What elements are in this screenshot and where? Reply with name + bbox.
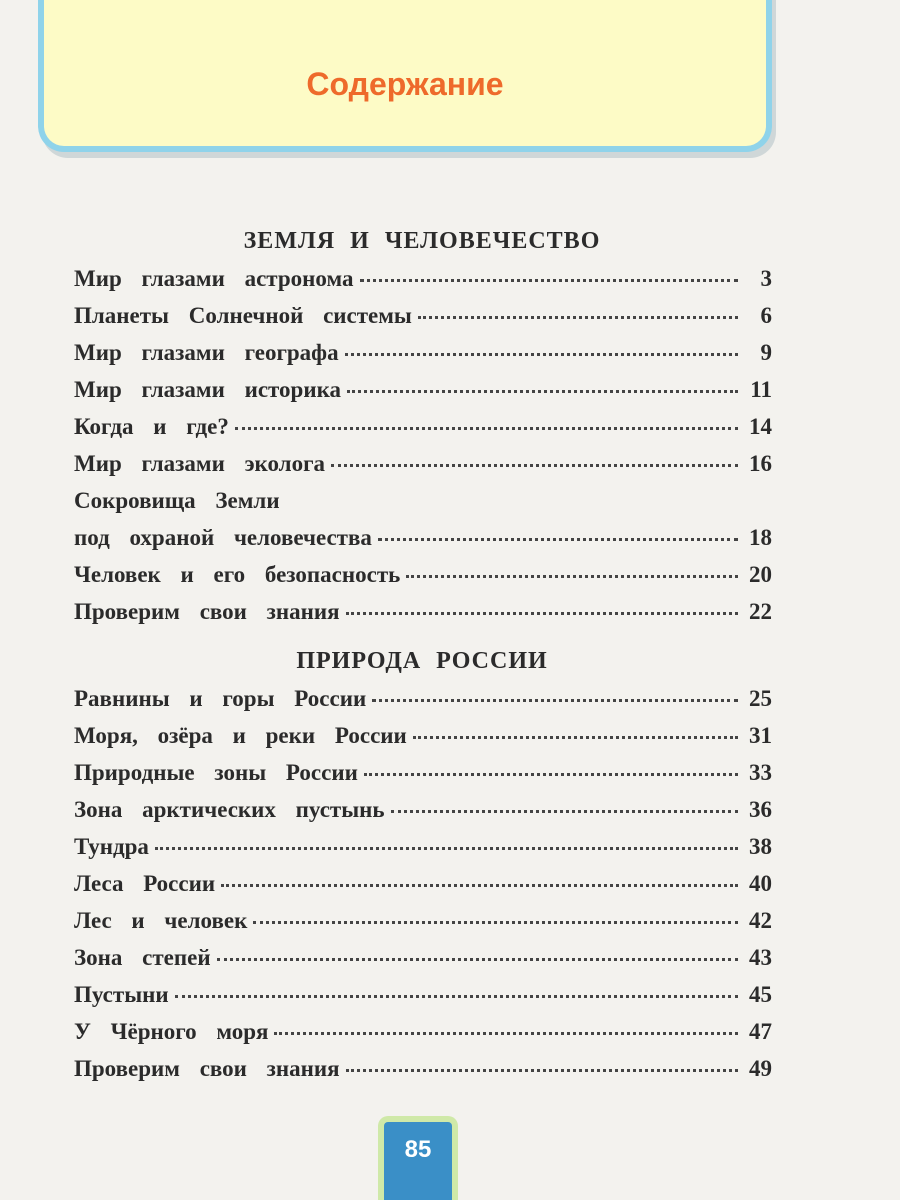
toc-entry-page: 42 — [749, 908, 772, 933]
dot-leader — [175, 995, 738, 998]
toc-entry[interactable] — [74, 377, 772, 414]
toc-entry-title-continued: под охраной человечества — [74, 525, 372, 550]
toc-entry-page: 47 — [749, 1019, 772, 1044]
toc-entry[interactable] — [74, 834, 772, 871]
contents-header-box — [38, 0, 772, 152]
toc-entry[interactable] — [74, 1019, 772, 1056]
dot-leader — [360, 279, 739, 282]
toc-entry-title: Мир глазами историка — [74, 377, 341, 402]
toc-entry-page: 11 — [750, 377, 772, 402]
toc-entry-title: Лес и человек — [74, 908, 248, 933]
toc-entry[interactable] — [74, 945, 772, 982]
toc-entry-page: 31 — [749, 723, 772, 748]
toc-entry-page: 6 — [760, 303, 772, 328]
toc-entry-title: Тундра — [74, 834, 149, 859]
toc-entry-page: 40 — [749, 871, 772, 896]
dot-leader — [413, 736, 738, 739]
dot-leader — [155, 847, 738, 850]
toc-entry-title: Пустыни — [74, 982, 169, 1007]
toc-entry-page: 36 — [749, 797, 772, 822]
toc-entry-title: Зона арктических пустынь — [74, 797, 385, 822]
toc-entry-title: Человек и его безопасность — [74, 562, 401, 587]
toc-entry-title: Сокровища Земли — [74, 488, 280, 513]
toc-entry[interactable] — [74, 488, 772, 562]
toc-entry[interactable] — [74, 723, 772, 760]
toc-entry-title: Мир глазами астронома — [74, 266, 354, 291]
toc-entry-page: 33 — [749, 760, 772, 785]
toc-entry[interactable] — [74, 686, 772, 723]
toc-entry[interactable] — [74, 340, 772, 377]
toc-entry-title: Проверим свои знания — [74, 599, 340, 624]
toc-section-2 — [74, 686, 772, 1093]
toc-entry-page: 18 — [749, 525, 772, 550]
toc-entry-page: 38 — [749, 834, 772, 859]
toc-entry-page: 14 — [749, 414, 772, 439]
toc-entry-title: Зона степей — [74, 945, 211, 970]
toc-entry[interactable] — [74, 982, 772, 1019]
toc-entry-title: Моря, озёра и реки России — [74, 723, 407, 748]
dot-leader — [217, 958, 738, 961]
toc-entry[interactable] — [74, 266, 772, 303]
toc-entry[interactable] — [74, 451, 772, 488]
toc-entry-title: Мир глазами эколога — [74, 451, 326, 476]
toc-entry-page: 43 — [749, 945, 772, 970]
dot-leader — [274, 1032, 738, 1035]
toc-entry[interactable] — [74, 871, 772, 908]
toc-entry-title: Равнины и горы России — [74, 686, 367, 711]
toc-entry[interactable] — [74, 1056, 772, 1093]
toc-entry[interactable] — [74, 303, 772, 340]
toc-entry-title: Проверим свои знания — [74, 1056, 340, 1081]
toc-entry-title: Когда и где? — [74, 414, 229, 439]
dot-leader — [346, 612, 738, 615]
dot-leader — [346, 1069, 738, 1072]
toc-entry[interactable] — [74, 797, 772, 834]
dot-leader — [372, 699, 738, 702]
toc-entry-page: 49 — [749, 1056, 772, 1081]
toc-entry-title: Леса России — [74, 871, 216, 896]
toc-entry-page: 22 — [749, 599, 772, 624]
dot-leader — [235, 427, 738, 430]
dot-leader — [364, 773, 738, 776]
dot-leader — [406, 575, 738, 578]
toc-entry-page: 45 — [749, 982, 772, 1007]
toc-entry[interactable] — [74, 599, 772, 636]
toc-entry-page: 9 — [760, 340, 772, 365]
toc-entry-page: 25 — [749, 686, 772, 711]
dot-leader — [331, 464, 738, 467]
page-number-badge — [378, 1116, 458, 1200]
toc-section-1 — [74, 266, 772, 636]
dot-leader — [347, 390, 738, 393]
section-title-earth-humanity: ЗЕМЛЯ И ЧЕЛОВЕЧЕСТВО — [243, 228, 601, 254]
toc-entry-title: Мир глазами географа — [74, 340, 339, 365]
toc-entry-page: 16 — [749, 451, 772, 476]
dot-leader — [418, 316, 738, 319]
dot-leader — [345, 353, 738, 356]
dot-leader — [391, 810, 738, 813]
toc-entry[interactable] — [74, 760, 772, 797]
toc-entry[interactable] — [74, 414, 772, 451]
section-title-nature-russia: ПРИРОДА РОССИИ — [296, 648, 548, 674]
page-title: Содержание — [306, 66, 504, 102]
dot-leader — [378, 538, 738, 541]
toc-entry[interactable] — [74, 562, 772, 599]
dot-leader — [253, 921, 738, 924]
toc-entry-title: Планеты Солнечной системы — [74, 303, 412, 328]
page-number: 85 — [404, 1136, 432, 1163]
toc-entry-page: 3 — [760, 266, 772, 291]
toc-entry-title: У Чёрного моря — [74, 1019, 269, 1044]
toc-entry[interactable] — [74, 908, 772, 945]
dot-leader — [221, 884, 738, 887]
toc-entry-page: 20 — [749, 562, 772, 587]
toc-entry-title: Природные зоны России — [74, 760, 358, 785]
